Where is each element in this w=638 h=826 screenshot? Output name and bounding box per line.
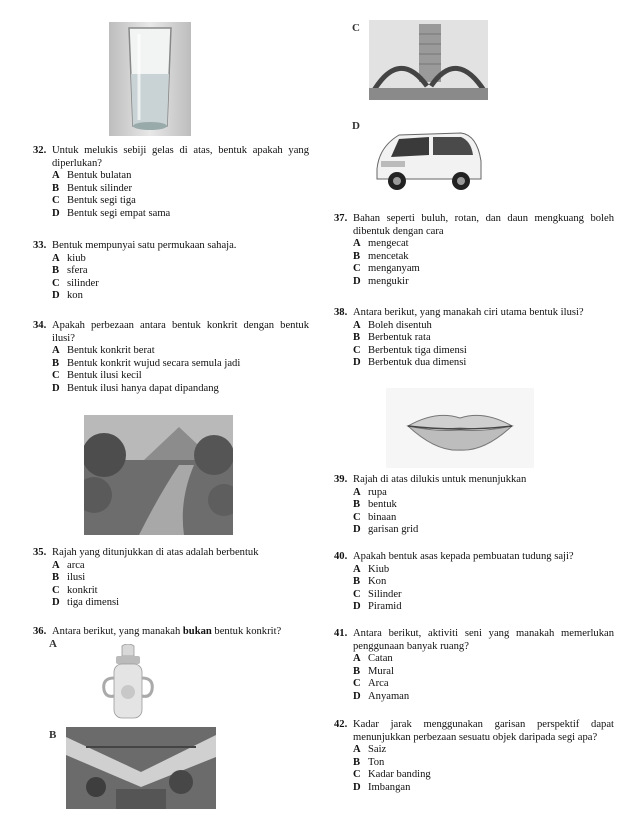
question-41	[334, 628, 614, 704]
option-c[interactable]: C konkrit	[52, 584, 98, 596]
question-stem: Rajah di atas dilukis untuk menunjukkan	[353, 474, 527, 485]
question-stem: Antara berikut, yang manakah bukan bentuk konkrit?	[52, 626, 282, 637]
question-36	[33, 626, 323, 639]
option-a[interactable]: A Bentuk bulatan	[52, 170, 132, 182]
question-33	[33, 240, 309, 303]
option-b[interactable]: B Ton	[353, 756, 385, 768]
option-a[interactable]: A Boleh disentuh	[353, 319, 432, 331]
question-stem: Rajah yang ditunjukkan di atas adalah berbentuk	[52, 547, 259, 558]
question-34	[33, 320, 309, 396]
question-stem: Apakah perbezaan antara bentuk konkrit dengan bentuk ilusi?	[52, 320, 309, 344]
option-a[interactable]: A Bentuk konkrit berat	[52, 345, 155, 357]
question-37	[334, 213, 614, 289]
question-stem: Antara berikut, aktiviti seni yang manakah memerlukan penggunaan banyak ruang?	[353, 628, 614, 652]
question-number: 39.	[334, 474, 348, 485]
option-b[interactable]: B mencetak	[353, 250, 409, 262]
question-38	[334, 307, 614, 370]
option-d-label[interactable]: D	[352, 120, 360, 132]
building-photo	[369, 20, 488, 100]
question-stem: Apakah bentuk asas kepada pembuatan tudung saji?	[353, 551, 574, 562]
option-b[interactable]: B Mural	[353, 665, 394, 677]
question-40	[334, 551, 614, 614]
option-d[interactable]: D mengukir	[353, 275, 409, 287]
option-b[interactable]: B sfera	[52, 265, 88, 277]
option-c[interactable]: C Bentuk segi tiga	[52, 195, 136, 207]
option-a[interactable]: A mengecat	[353, 238, 409, 250]
option-d[interactable]: D Bentuk ilusi hanya dapat dipandang	[52, 382, 219, 394]
option-d[interactable]: D Berbentuk dua dimensi	[353, 357, 467, 369]
question-number: 40.	[334, 551, 348, 562]
option-b-label[interactable]: B	[49, 729, 57, 741]
option-c[interactable]: C Arca	[353, 678, 389, 690]
question-number: 41.	[334, 628, 348, 639]
question-39	[334, 474, 614, 537]
option-d[interactable]: D Piramid	[353, 601, 402, 613]
option-c[interactable]: C Kadar banding	[353, 769, 431, 781]
question-42	[334, 719, 614, 795]
question-number: 36.	[33, 626, 47, 637]
option-c-label[interactable]: C	[352, 22, 360, 34]
option-c[interactable]: C binaan	[353, 511, 397, 523]
question-number: 32.	[33, 145, 47, 156]
option-b[interactable]: B ilusi	[52, 572, 86, 584]
question-number: 35.	[33, 547, 47, 558]
question-stem: Antara berikut, yang manakah ciri utama bentuk ilusi?	[353, 307, 584, 318]
option-c[interactable]: C Berbentuk tiga dimensi	[353, 344, 467, 356]
hammock-painting	[66, 727, 216, 809]
option-d[interactable]: D garisan grid	[353, 524, 419, 536]
emphasis-word: bukan	[182, 626, 212, 637]
option-b[interactable]: B Berbentuk rata	[353, 332, 431, 344]
option-b[interactable]: B Bentuk silinder	[52, 182, 133, 194]
car-photo	[369, 121, 488, 197]
question-number: 37.	[334, 213, 348, 224]
option-c[interactable]: C silinder	[52, 277, 99, 289]
option-b[interactable]: B bentuk	[353, 499, 397, 511]
option-c[interactable]: C Bentuk ilusi kecil	[52, 370, 142, 382]
question-number: 38.	[334, 307, 348, 318]
option-c[interactable]: C menganyam	[353, 263, 420, 275]
option-a-label[interactable]: A	[49, 638, 57, 650]
option-d[interactable]: D tiga dimensi	[52, 597, 120, 609]
question-stem: Bentuk mempunyai satu permukaan sahaja.	[52, 240, 237, 251]
option-d[interactable]: D Imbangan	[353, 781, 411, 793]
option-b[interactable]: B Kon	[353, 576, 387, 588]
question-number: 42.	[334, 719, 348, 730]
question-stem: Untuk melukis sebiji gelas di atas, bentuk apakah yang diperlukan?	[52, 145, 309, 169]
option-b[interactable]: B Bentuk konkrit wujud secara semula jadi	[52, 357, 241, 369]
question-32	[33, 145, 309, 221]
option-d[interactable]: D Anyaman	[353, 690, 410, 702]
question-number: 33.	[33, 240, 47, 251]
option-d[interactable]: D kon	[52, 290, 83, 302]
option-a[interactable]: A Kiub	[353, 563, 390, 575]
question-35	[33, 547, 309, 610]
option-d[interactable]: D Bentuk segi empat sama	[52, 207, 171, 219]
glass-photo	[109, 22, 191, 136]
option-a[interactable]: A Catan	[353, 653, 393, 665]
question-stem: Bahan seperti buluh, rotan, dan daun mengkuang boleh dibentuk dengan cara	[353, 213, 614, 237]
option-a[interactable]: A kiub	[52, 252, 86, 264]
landscape-painting	[84, 415, 233, 535]
question-stem: Kadar jarak menggunakan garisan perspektif dapat menunjukkan perbezaan sesuatu objek daripada segi apa?	[353, 719, 614, 743]
baby-bottle-photo	[100, 644, 156, 720]
option-c[interactable]: C Silinder	[353, 588, 402, 600]
lips-sketch	[386, 388, 534, 468]
option-a[interactable]: A arca	[52, 559, 85, 571]
option-a[interactable]: A rupa	[353, 486, 387, 498]
option-a[interactable]: A Saiz	[353, 744, 387, 756]
question-number: 34.	[33, 320, 47, 331]
